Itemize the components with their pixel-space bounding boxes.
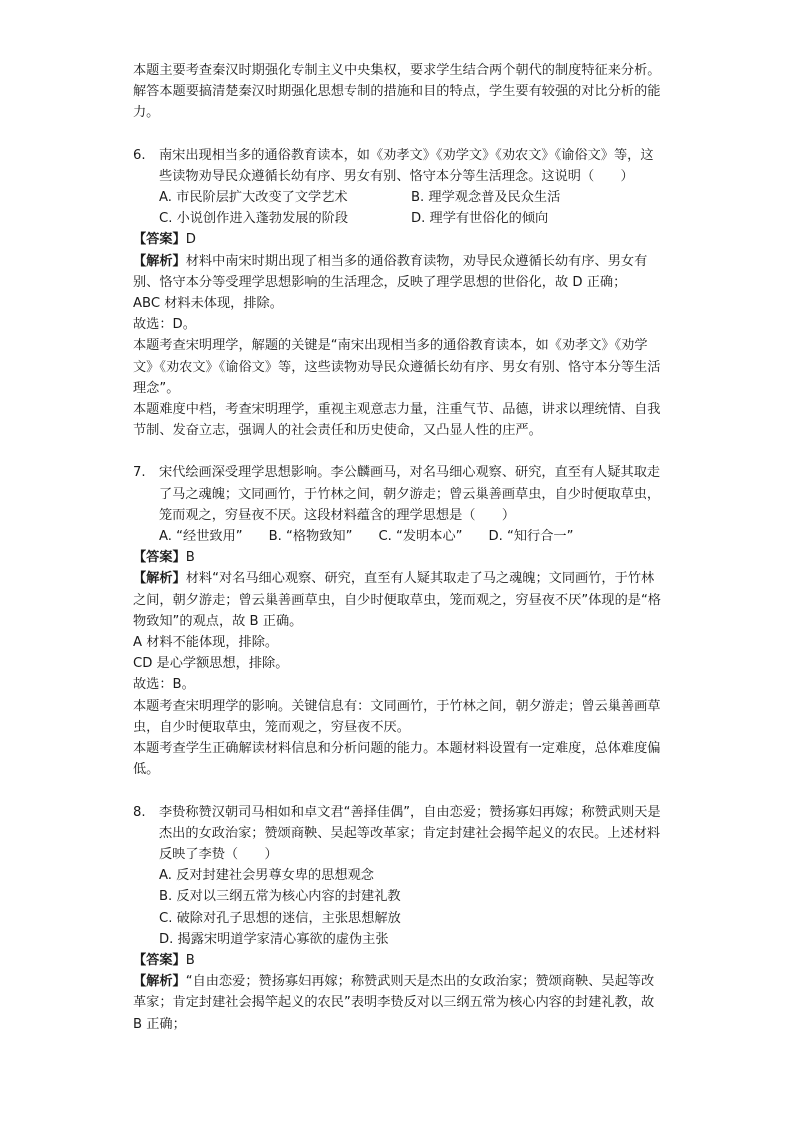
question-stem [133,145,663,187]
spacer [133,781,663,802]
option-a: A. 反对封建社会男尊女卑的思想观念 [159,868,374,884]
question-text: 李贽称赞汉朝司马相如和卓文君“善择佳偶”，自由恋爱；赞扬寡妇再嫁；称赞武则天是杰出的女政治家；赞颂商鞅、吴起等改革家；肯定封建社会揭竿起义的农民。上述材料反映了李贽（ ） [159,804,661,862]
option-a: A. “经世致用” [159,529,243,545]
option-b: B. “格物致知” [268,529,353,545]
analysis-line [133,971,663,1035]
analysis-exclusion: A 材料不能体现，排除。 [133,635,279,651]
analysis-note: 本题考查学生正确解读材料信息和分析问题的能力。本题材料设置有一定难度，总体难度偏低。 [133,741,661,778]
option-d: D. “知行合一” [488,529,574,545]
analysis-note: 本题考查宋明理学的影响。关键信息有：文同画竹，于竹林之间，朝夕游走；曾云巢善画草虫，自少时便取草虫，笼而观之，穷昼夜不厌。 [133,698,661,735]
answer-line [133,229,663,250]
question-stem [133,802,663,866]
question-text: 南宋出现相当多的通俗教育读本，如《劝孝文》《劝学文》《劝农文》《谕俗文》等，这些读物劝导民众遵循长幼有序、男女有别、恪守本分等生活理念。这说明（ ） [159,147,654,184]
answer-tag: 【答案】 [133,232,186,248]
document-page [133,60,663,1035]
analysis-exclusion: CD 是心学额思想，排除。 [133,656,289,672]
option-b: B. 理学观念普及民众生活 [411,190,561,206]
analysis-tag: 【解析】 [133,571,186,587]
intro-paragraph-2: 解答本题要搞清楚秦汉时期强化思想专制的措施和目的特点，学生要有较强的对比分析的能力。 [133,84,661,121]
analysis-line [133,568,663,632]
question-number: 7. [133,465,146,481]
question-6 [133,145,663,442]
option-d: D. 理学有世俗化的倾向 [411,211,549,227]
options [133,526,663,547]
question-8 [133,802,663,1035]
answer-tag: 【答案】 [133,550,186,566]
analysis-text: 材料中南宋时期出现了相当多的通俗教育读物，劝导民众遵循长幼有序、男女有别、恪守本分等受理学思想影响的生活理念，反映了理学思想的世俗化，故 D 正确； [133,253,648,290]
option-a: A. 市民阶层扩大改变了文学艺术 [159,190,348,206]
answer-tag: 【答案】 [133,952,186,968]
question-number: 6. [133,147,146,163]
analysis-choice: 故选：B。 [133,677,195,693]
spacer [133,124,663,145]
options-row [159,187,663,208]
option-c: C. 破除对孔子思想的迷信，主张思想解放 [159,910,401,926]
answer-value: B [185,952,195,968]
answer-value: D [185,232,196,248]
option-c: C. “发明本心” [378,529,463,545]
option-d: D. 揭露宋明道学家清心寡欲的虚伪主张 [159,931,389,947]
analysis-note: 本题考查宋明理学，解题的关键是“南宋出现相当多的通俗教育读本，如《劝孝文》《劝学文》《劝农文》《谕俗文》等，这些读物劝导民众遵循长幼有序、男女有别、恪守本分等生活理念”。 [133,338,661,396]
analysis-tag: 【解析】 [133,253,186,269]
option-b: B. 反对以三纲五常为核心内容的封建礼教 [159,889,401,905]
question-7 [133,462,663,780]
spacer [133,441,663,462]
options [133,187,663,229]
answer-line [133,547,663,568]
answer-value: B [185,550,195,566]
question-text: 宋代绘画深受理学思想影响。李公麟画马，对名马细心观察、研究，直至有人疑其取走了马之魂魄；文同画竹，于竹林之间，朝夕游走；曾云巢善画草虫，自少时便取草虫，笼而观之，穷昼夜不厌。这段材料蕴含的理学思想是（ ） [159,465,661,523]
analysis-line [133,251,663,293]
options-row [159,208,663,229]
options-row [159,526,663,547]
analysis-note: 本题难度中档，考查宋明理学，重视主观意志力量，注重气节、品德，讲求以理统情、自我节制、发奋立志，强调人的社会责任和历史使命，又凸显人性的庄严。 [133,402,661,439]
question-stem [133,462,663,526]
option-c: C. 小说创作进入蓬勃发展的阶段 [159,211,349,227]
analysis-choice: 故选：D。 [133,317,196,333]
intro-paragraph-1: 本题主要考查秦汉时期强化专制主义中央集权，要求学生结合两个朝代的制度特征来分析。 [133,63,661,78]
analysis-exclusion: ABC 材料未体现，排除。 [133,296,283,312]
answer-line [133,950,663,971]
analysis-tag: 【解析】 [133,974,186,990]
question-number: 8. [133,804,146,820]
analysis-text: “自由恋爱；赞扬寡妇再嫁；称赞武则天是杰出的女政治家；赞颂商鞅、吴起等改革家；肯定封建社会揭竿起义的农民”表明李贽反对以三纲五常为核心内容的封建礼教，故 B 正确； [133,974,655,1032]
analysis-text: 材料“对名马细心观察、研究，直至有人疑其取走了马之魂魄；文同画竹，于竹林之间，朝夕游走；曾云巢善画草虫，自少时便取草虫，笼而观之，穷昼夜不厌”体现的是“格物致知”的观点，故 B 正确。 [133,571,661,629]
